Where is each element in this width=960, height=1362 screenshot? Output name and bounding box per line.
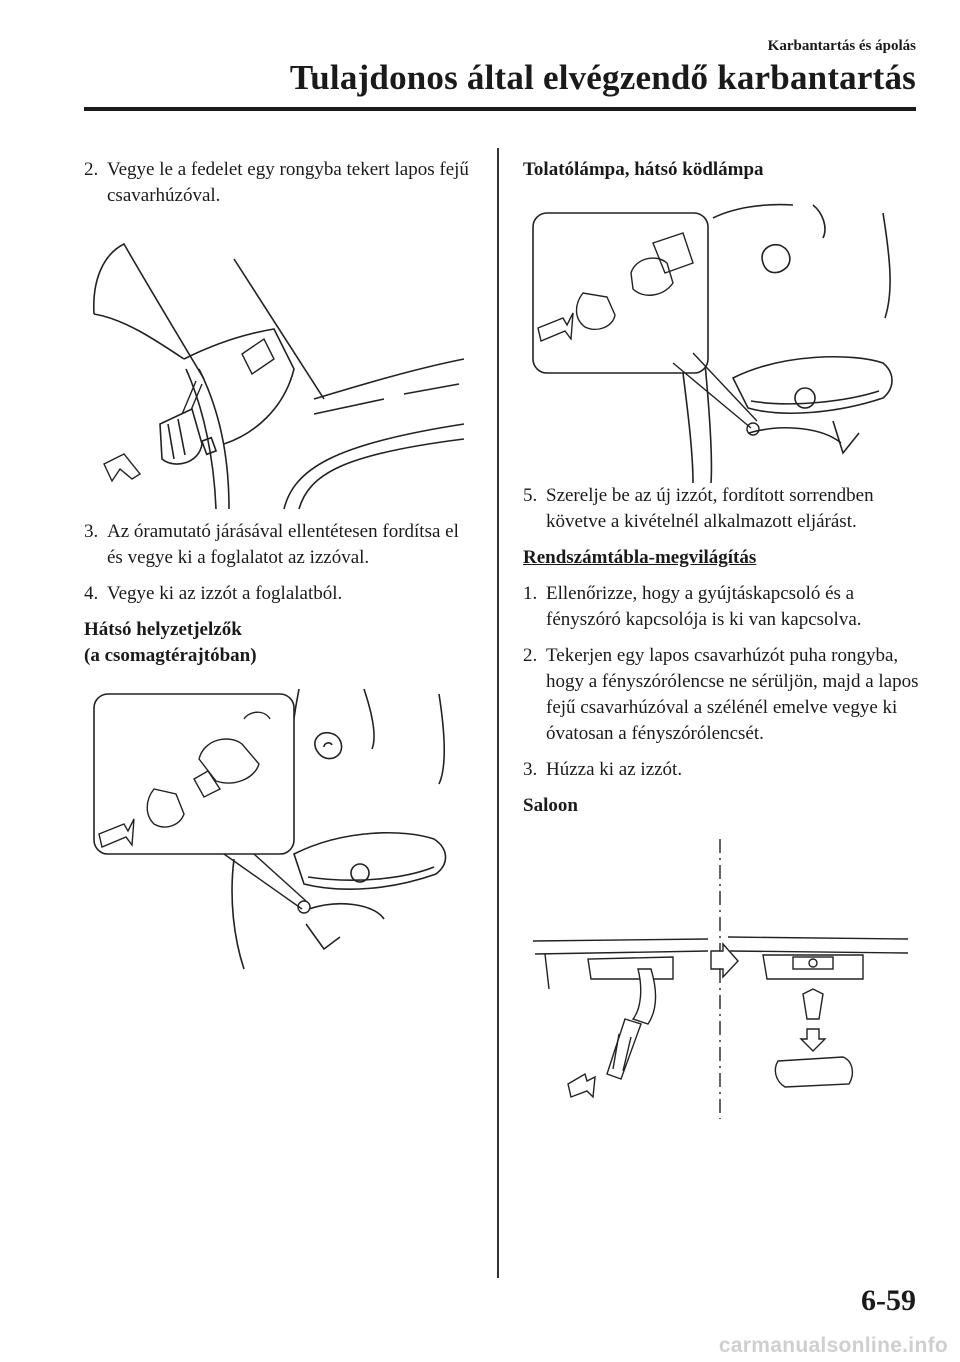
figure-rear-position-light [84, 679, 476, 979]
step-text: Szerelje be az új izzót, fordított sorrendben követve a kivételnél alkalmazott eljárást. [546, 485, 874, 532]
header-section: Karbantartás és ápolás [767, 38, 916, 54]
step-text: Tekerjen egy lapos csavarhúzót puha rongyba, hogy a fényszórólencse ne sérüljön, majd a lapos fejű csavarhúzóval a szélénél emelve vegye ki óvatosan a fényszórólencsét. [546, 645, 919, 744]
step-text: Az óramutató járásával ellentétesen fordítsa el és vegye ki a foglalatot az izzóval. [107, 521, 459, 568]
step-text: Vegye ki az izzót a foglalatból. [107, 583, 343, 604]
left-step-4 [84, 581, 476, 607]
right-step-3 [523, 757, 919, 783]
heading-rear-position-lights [84, 617, 476, 669]
step-number: 2. [523, 645, 538, 666]
figure-cover-removal [84, 219, 476, 519]
step-number: 3. [84, 521, 99, 542]
left-column [84, 157, 476, 979]
page-title: Tulajdonos által elvégzendő karbantartás [289, 58, 916, 97]
right-step-5 [523, 483, 919, 535]
step-number: 1. [523, 583, 538, 604]
page-number: 6-59 [861, 1284, 916, 1317]
step-text: Húzza ki az izzót. [546, 759, 683, 780]
left-step-3 [84, 519, 476, 571]
step-number: 4. [84, 583, 99, 604]
heading-line-2: (a csomagtérajtóban) [84, 645, 257, 666]
heading-saloon: Saloon [523, 795, 578, 816]
figure-reverse-fog-lamp [523, 193, 919, 483]
right-step-1 [523, 581, 919, 633]
watermark: carmanualsonline.info [718, 1334, 948, 1357]
right-step-2 [523, 643, 919, 747]
step-text: Ellenőrizze, hogy a gyújtáskapcsoló és a fényszóró kapcsolója is ki van kapcsolva. [546, 583, 862, 630]
step-number: 2. [84, 159, 99, 180]
figure-license-plate-light [523, 829, 919, 1119]
right-column [523, 157, 919, 1119]
step-number: 5. [523, 485, 538, 506]
heading-line-1: Hátsó helyzetjelzők [84, 619, 242, 640]
step-text: Vegye le a fedelet egy rongyba tekert lapos fejű csavarhúzóval. [107, 159, 469, 206]
header-rule [84, 107, 916, 111]
left-step-2 [84, 157, 476, 209]
column-divider [497, 148, 499, 1278]
step-number: 3. [523, 759, 538, 780]
heading-license-plate-light: Rendszámtábla-megvilágítás [523, 547, 757, 568]
heading-reverse-fog-lamp: Tolatólámpa, hátsó ködlámpa [523, 159, 764, 180]
